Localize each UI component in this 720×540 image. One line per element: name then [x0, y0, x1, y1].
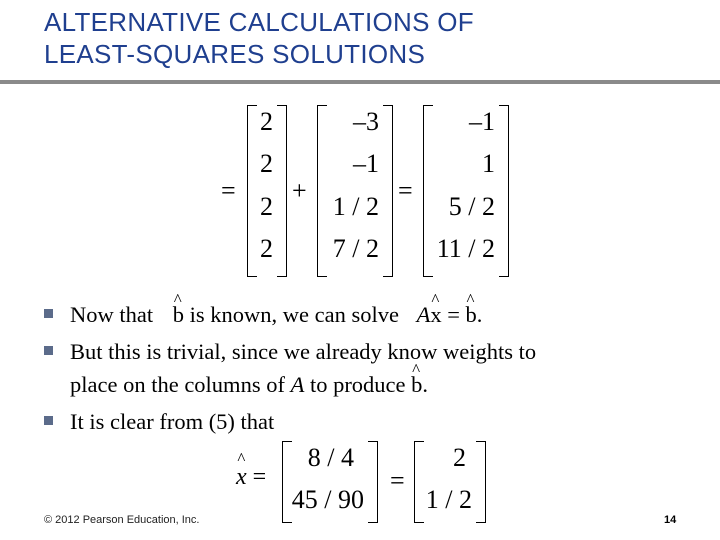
matrix-cell: 2 [453, 443, 466, 472]
x-hat-equation [236, 464, 266, 491]
matrix-cell: 11 / 2 [436, 234, 495, 263]
bullet-item: It is clear from (5) that [44, 403, 694, 440]
matrix-cell: –1 [353, 149, 379, 178]
title-line-2: LEAST-SQUARES SOLUTIONS [44, 39, 426, 69]
matrix-cell: 5 / 2 [448, 192, 495, 221]
matrix-column-1 [247, 105, 287, 277]
title-line-1: ALTERNATIVE CALCULATIONS OF [44, 7, 474, 37]
copyright-footer: © 2012 Pearson Education, Inc. [44, 514, 200, 526]
matrix-column-2 [317, 105, 393, 277]
matrix-cell: 1 / 2 [425, 485, 472, 514]
bullet-item: But this is trivial, since we already know weights to [44, 333, 694, 370]
b-hat-symbol: ^ b [466, 296, 477, 333]
bullet-square-icon [44, 416, 53, 425]
x-hat-symbol: ^ x [236, 464, 247, 491]
matrix-cell: 2 [260, 149, 273, 178]
result-matrix [423, 105, 509, 277]
matrix-cell: 2 [260, 234, 273, 263]
plus-sign: + [292, 176, 307, 205]
matrix-cell: 8 / 4 [307, 443, 354, 472]
equals-sign: = [398, 176, 413, 205]
b-hat-symbol: ^ b [411, 366, 422, 403]
equals-sign: = [252, 464, 267, 490]
equals-sign: = [390, 466, 405, 495]
matrix-cell: 7 / 2 [332, 234, 379, 263]
slide-title [44, 6, 684, 70]
x-hat-symbol: ^ x [430, 296, 441, 333]
matrix-cell: 1 / 2 [332, 192, 379, 221]
page-number: 14 [664, 514, 677, 526]
bullet-item: Now that ^ b is known, we can solve A^ x = ^ b. [44, 296, 694, 333]
b-hat-symbol: ^ b [173, 296, 184, 333]
matrix-cell: 2 [260, 192, 273, 221]
matrix-cell: 45 / 90 [291, 485, 364, 514]
bullet-square-icon [44, 346, 53, 355]
solution-matrix [414, 441, 486, 523]
bullet-list [44, 296, 694, 440]
matrix-cell: 2 [260, 107, 273, 136]
equals-sign: = [221, 176, 236, 205]
matrix-cell: –3 [353, 107, 379, 136]
bullet-square-icon [44, 309, 53, 318]
title-divider [0, 80, 720, 84]
matrix-cell: 1 [482, 149, 495, 178]
fraction-matrix [282, 441, 378, 523]
matrix-cell: –1 [469, 107, 495, 136]
bullet-continuation: place on the columns of A to produce ^ b. [44, 366, 694, 403]
